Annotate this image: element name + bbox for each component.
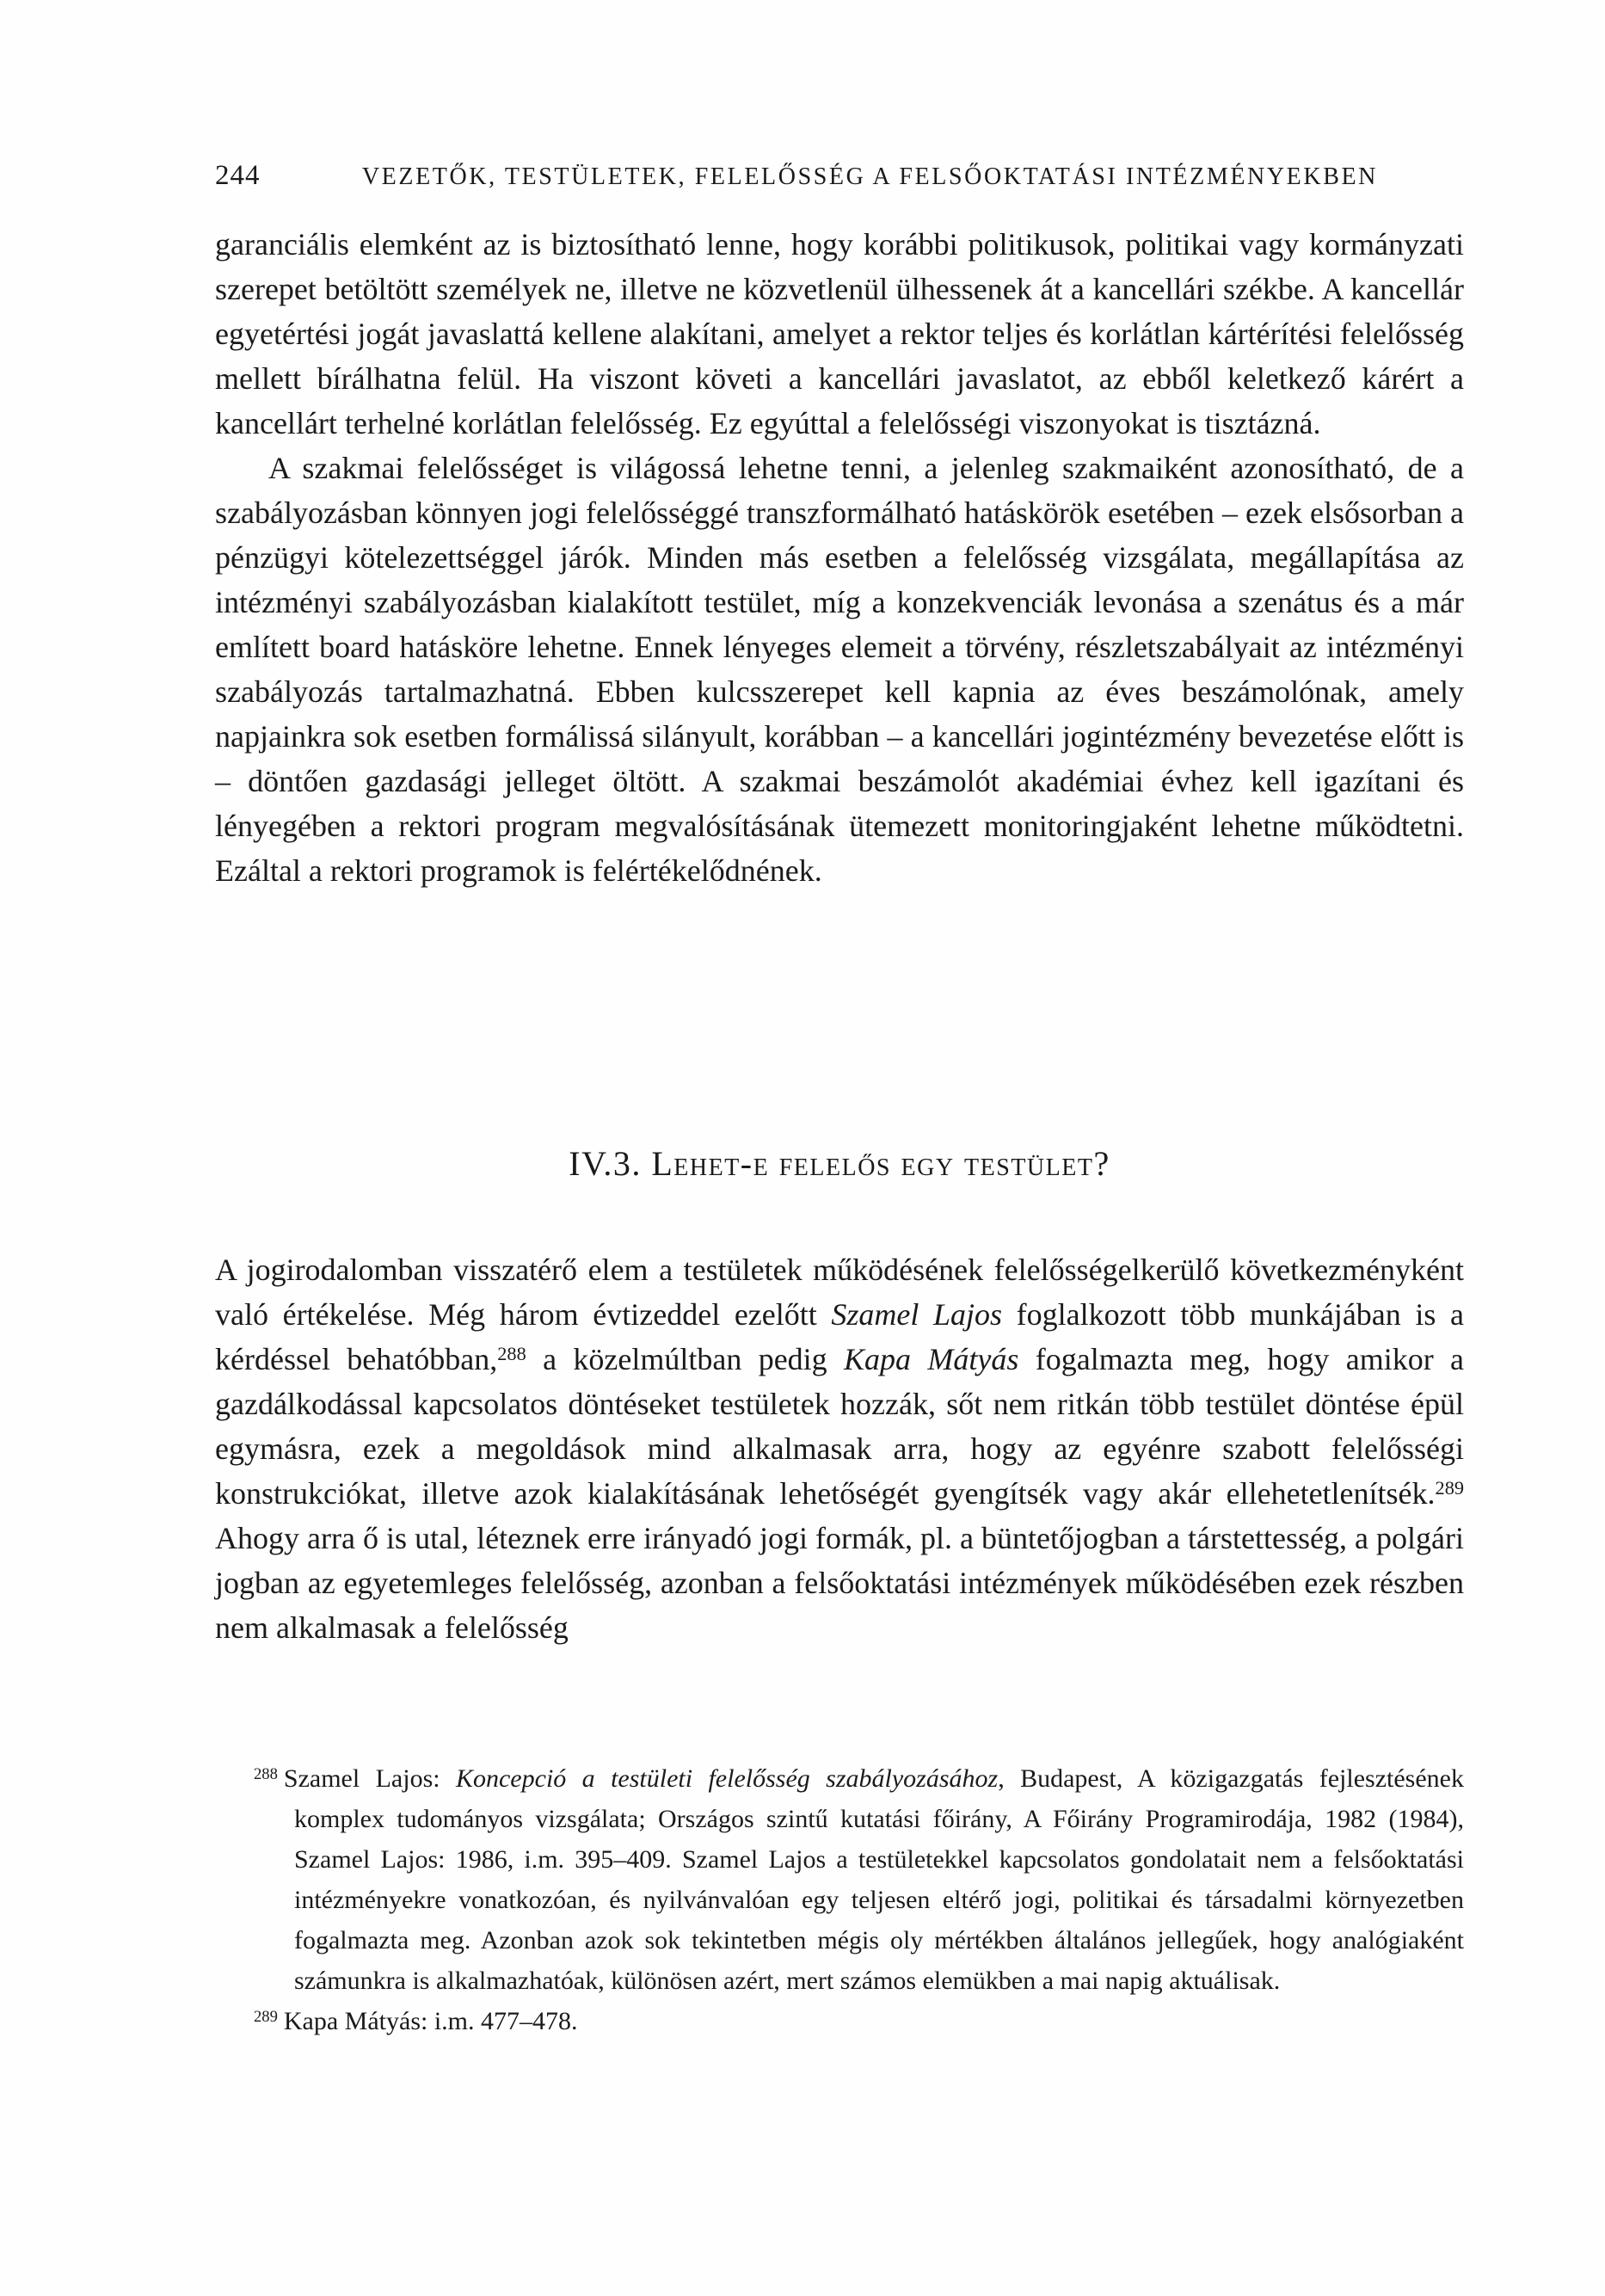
main-text-block — [215, 222, 1464, 893]
paragraph-continuation: garanciális elemként az is biztosítható lenne, hogy korábbi politikusok, politikai vagy kormányzati szerepet betöltött személyek ne, illetve ne közvetlenül ülhessenek át a kancellári székbe. A kancellár egyetértési jogát javaslattá kellene alakítani, amelyet a rektor teljes és korlátlan kártérítési felelősség mellett bírálhatna felül. Ha viszont követi a kancellári javaslatot, az ebből keletkező kárért a kancellárt terhelné korlátlan felelősség. Ez egyúttal a felelősségi viszonyokat is tisztázná. — [215, 227, 1464, 440]
page-header — [215, 160, 1464, 198]
footnote-text: Szamel Lajos: Koncepció a testületi felelősség szabályozásához, Budapest, A közigazgatás fejlesztésének komplex tudományos vizsgálata; Országos szintű kutatási főirány, A Főirány Programirodája, 1982 (1984), Szamel Lajos: 1986, i.m. 395–409. Szamel Lajos a testületekkel kapcsolatos gondolatait nem a felsőoktatási intézményekre vonatkozóan, és nyilvánvalóan egy teljesen eltérő jogi, politikai és társadalmi környezetben fogalmazta meg. Azonban azok sok tekintetben mégis oly mértékben általános jellegűek, hogy analógiaként számunkra is alkalmazhatóak, különösen azért, mert számos elemükben a mai napig aktuálisak. — [283, 1764, 1464, 1995]
section-heading: IV.3. Lehet-e felelős egy testület? — [569, 1144, 1110, 1183]
page-number: 244 — [215, 160, 261, 191]
running-head: VEZETŐK, TESTÜLETEK, FELELŐSSÉG A FELSŐOKTATÁSI INTÉZMÉNYEKBEN — [361, 163, 1379, 190]
paragraph: A szakmai felelősséget is világossá lehetne tenni, a jelenleg szakmaiként azonosítható, de a szabályozásban könnyen jogi felelősséggé transzformálható hatáskörök esetében – ezek elsősorban a pénzügyi kötelezettséggel járók. Minden más esetben a felelősség vizsgálata, megállapítása az intézményi szabályozásban kialakított testület, míg a konzekvenciák levonása a szenátus és a már említett board hatásköre lehetne. Ennek lényeges elemeit a törvény, részletszabályait az intézményi szabályozás tartalmazhatná. Ebben kulcsszerepet kell kapnia az éves beszámolónak, amely napjainkra sok esetben formálissá silányult, korábban – a kancellári jogintézmény bevezetése előtt is – döntően gazdasági jelleget öltött. A szakmai beszámolót akadémiai évhez kell igazítani és lényegében a rektori program megvalósításának ütemezett monitoringjaként lehetne működtetni. Ezáltal a rektori programok is felértékelődnének. — [215, 451, 1464, 888]
footnote-marker: 288 — [254, 1765, 278, 1784]
paragraph: A jogirodalomban visszatérő elem a testületek működésének felelősségelkerülő következményként való értékelése. Még három évtizeddel ezelőtt Szamel Lajos foglalkozott több munkájában is a kérdéssel behatóbban,$^{288}$ a közelmúltban pedig Kapa Mátyás fogalmazta meg, hogy amikor a gazdálkodással kapcsolatos döntéseket testületek hozzák, sőt nem ritkán több testület döntése épül egymásra, ezek a megoldások mind alkalmasak arra, hogy az egyénre szabott felelősségi konstrukciókat, illetve azok kialakításának lehetőségét gyengítsék vagy akár ellehetetlenítsék.$^{289}$ Ahogy arra ő is utal, léteznek erre irányadó jogi formák, pl. a büntetőjogban a társtettesség, a polgári jogban az egyetemleges felelősség, azonban a felsőoktatási intézmények működésében ezek részben nem alkalmasak a felelősség — [215, 1253, 1465, 1645]
footnote-289 — [215, 2001, 1464, 2041]
section-text-block — [215, 1247, 1464, 1650]
footnote-text: Kapa Mátyás: i.m. 477–478. — [283, 2007, 578, 2035]
footnote-ref-288: 288 — [497, 1342, 526, 1364]
footnote-288 — [215, 1758, 1464, 2001]
footnote-ref-289: 289 — [1435, 1476, 1464, 1499]
footnotes-block — [215, 1758, 1464, 2041]
footnote-marker: 289 — [254, 2008, 278, 2027]
